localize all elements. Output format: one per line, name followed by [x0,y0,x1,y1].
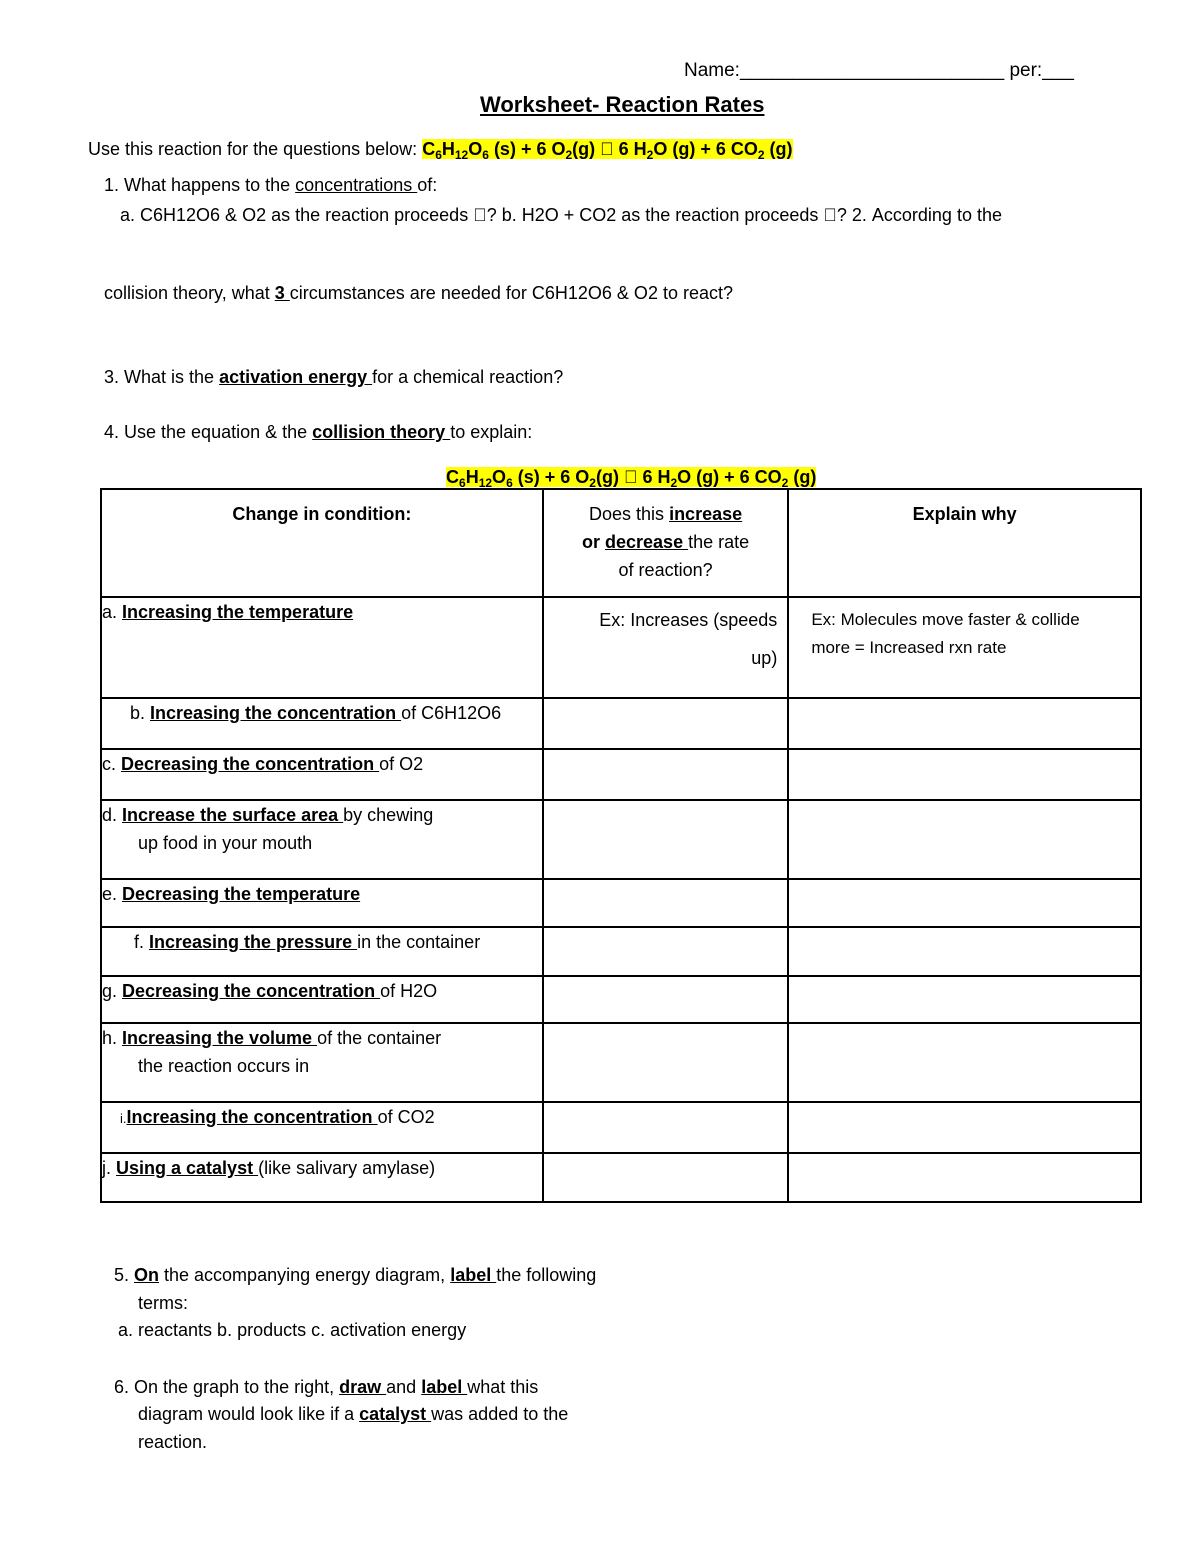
condition-cell: e. Decreasing the temperature [101,879,543,927]
question-5-line2: terms: [138,1293,189,1313]
effect-cell[interactable] [543,698,788,749]
effect-cell[interactable] [543,879,788,927]
intro-text: Use this reaction for the questions below: [88,139,423,159]
explain-cell[interactable] [788,1153,1141,1202]
explain-cell[interactable] [788,879,1141,927]
name-blank[interactable]: _________________________ [739,60,1005,81]
effect-cell[interactable]: Ex: Increases (speeds up) [543,597,788,698]
table-row [101,749,1141,800]
q1-keyword: concentrations [295,175,418,195]
table-row [101,927,1141,976]
condition-cell: i.Increasing the concentration of CO2 [101,1102,543,1153]
condition-cell: f. Increasing the pressure in the container [101,927,543,976]
table-row [101,976,1141,1023]
condition-cell: b. Increasing the concentration of C6H12O6 [101,698,543,749]
condition-cell: c. Decreasing the concentration of O2 [101,749,543,800]
explain-cell[interactable] [788,976,1141,1023]
name-label: Name: [684,60,740,81]
q2-keyword: 3 [274,283,290,303]
per-label: per: [1009,60,1043,81]
per-blank[interactable]: ___ [1042,60,1074,81]
table-row [101,698,1141,749]
effect-cell[interactable] [543,1102,788,1153]
explain-cell[interactable] [788,698,1141,749]
condition-cell: h. Increasing the volume of the container the reaction occurs in [101,1023,543,1102]
table-header-row [101,489,1141,597]
conditions-table [100,488,1142,1203]
explain-cell[interactable] [788,927,1141,976]
condition-cell: j. Using a catalyst (like salivary amylase) [101,1153,543,1202]
question-1: 1. What happens to the concentrations of: [104,175,438,195]
name-per-line [684,60,1074,82]
question-2: collision theory, what 3 circumstances are needed for C6H12O6 & O2 to react? [104,283,733,303]
table-row [101,800,1141,879]
question-5-terms: a. reactants b. products c. activation energy [118,1320,467,1340]
question-6: 6. On the graph to the right, draw and label what this [114,1377,539,1397]
question-1-parts: a. C6H12O6 & O2 as the reaction proceeds ? b. H2O + CO2 as the reaction proceeds ? 2. According to the [120,205,974,225]
header-explain-why: Explain why [788,489,1141,597]
question-4: 4. Use the equation & the collision theory to explain: [104,422,533,442]
explain-cell[interactable] [788,1102,1141,1153]
effect-cell[interactable] [543,976,788,1023]
question-6-line2: diagram would look like if a catalyst was added to the [138,1404,569,1424]
effect-cell[interactable] [543,1023,788,1102]
table-row [101,1023,1141,1102]
table-row [101,879,1141,927]
question-5: 5. On the accompanying energy diagram, label the following [114,1265,597,1285]
table-row [101,1102,1141,1153]
question-3: 3. What is the activation energy for a chemical reaction? [104,367,564,387]
effect-cell[interactable] [543,1153,788,1202]
condition-cell: a. Increasing the temperature [101,597,543,698]
intro-line [88,138,793,160]
explain-cell[interactable] [788,800,1141,879]
reaction-equation: $C_6H_{12}O_6$ (s) + 6 $O_2(g)$ 6 $H_2O$ (g) + 6 $CO_2$ (g) [422,139,792,159]
table-row [101,1153,1141,1202]
explain-cell[interactable] [788,749,1141,800]
question-6-line3: reaction. [138,1432,208,1452]
effect-cell[interactable] [543,927,788,976]
condition-cell: g. Decreasing the concentration of H2O [101,976,543,1023]
explain-cell[interactable] [788,1023,1141,1102]
table-row [101,597,1141,698]
q3-keyword: activation energy [219,367,373,387]
header-increase-decrease: Does this increase or decrease the rate of reaction? [543,489,788,597]
effect-cell[interactable] [543,800,788,879]
table-equation: $C_6H_{12}O_6$ (s) + 6 $O_2(g)$ 6 $H_2O$ (g) + 6 $CO_2$ (g) [446,466,816,488]
explain-cell[interactable]: Ex: Molecules move faster & collide more = Increased rxn rate [788,597,1141,698]
worksheet-title: Worksheet- Reaction Rates [480,92,765,117]
condition-cell: d. Increase the surface area by chewing up food in your mouth [101,800,543,879]
q4-keyword: collision theory [312,422,451,442]
effect-cell[interactable] [543,749,788,800]
header-change-in-condition: Change in condition: [101,489,543,597]
